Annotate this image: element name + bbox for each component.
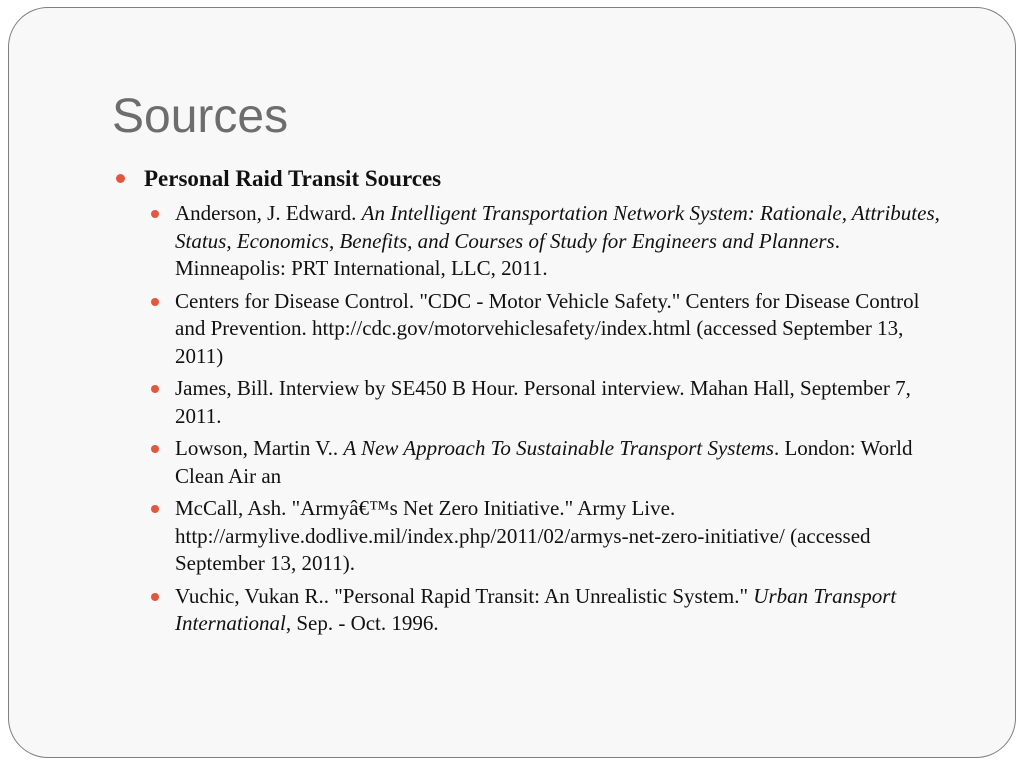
source-text: Centers for Disease Control. "CDC - Motor Vehicle Safety." Centers for Disease Control and Prevention. http://cdc.gov/motorvehiclesafety/index.html (accessed September 13, 2011) [175,288,920,368]
heading-text: Personal Raid Transit Sources [144,166,442,191]
source-item [150,200,940,283]
source-title: A New Approach To Sustainable Transport Systems [343,436,774,460]
source-text: Lowson, Martin V.. [175,436,344,460]
source-text: Vuchic, Vukan R.. "Personal Rapid Transit: An Unrealistic System." [175,583,754,608]
slide-title: Sources [112,90,289,143]
source-text-end: , Sep. - Oct. 1996. [285,611,439,635]
source-item [150,583,940,638]
bullet-dot-icon [116,174,125,183]
source-text: McCall, Ash. "Armyâ€™s Net Zero Initiative." Army Live. http://armylive.dodlive.mil/index.php/2011/02/armys-net-zero-initiative/ (accessed September 13, 2011). [175,496,871,575]
source-item [150,288,940,371]
bullet-dot-icon [151,385,159,393]
source-item [150,495,940,578]
source-text: James, Bill. Interview by SE450 B Hour. Personal interview. Mahan Hall, September 7, 2011. [175,376,911,428]
source-text: Anderson, J. Edward. [175,201,362,225]
bullet-dot-icon [151,505,159,513]
sources-list [150,200,940,643]
source-text-end: . London: World Clean Air an [175,436,913,488]
source-text-end: . Minneapolis: PRT International, LLC, 2011. [175,228,840,280]
source-title: Urban Transport International [175,583,897,635]
source-item [150,375,940,430]
bullet-dot-icon [151,298,159,306]
bullet-heading [116,162,936,196]
source-item [150,435,940,490]
bullet-dot-icon [151,445,159,453]
bullet-dot-icon [151,593,159,601]
source-title: An Intelligent Transportation Network System: Rationale, Attributes, Status, Economics, Benefits, and Courses of Study for Engineers and Planners [175,201,940,253]
bullet-dot-icon [151,210,159,218]
